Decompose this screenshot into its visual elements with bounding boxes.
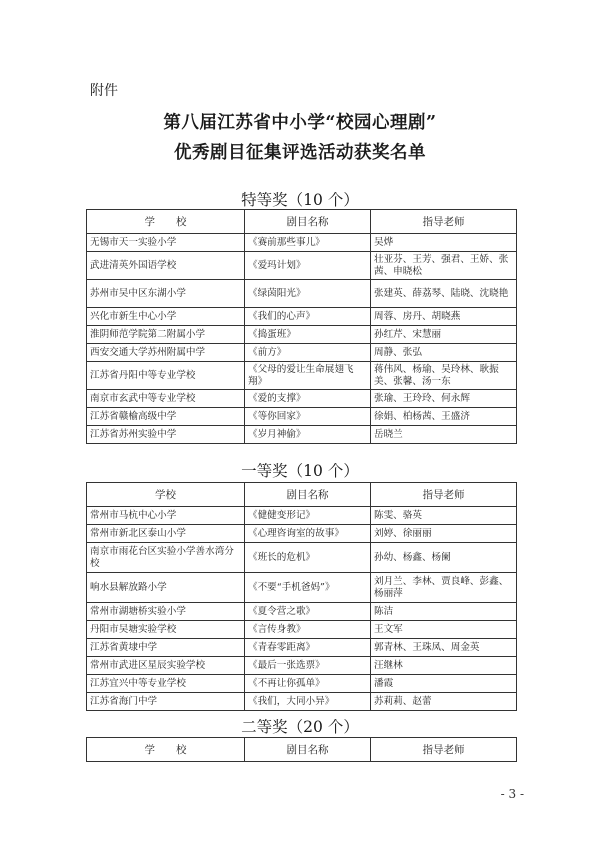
school-cell: 江苏省黄埭中学 [87,639,245,657]
table-header-row [87,738,517,762]
play-cell: 《岁月神偷》 [245,426,371,444]
special-award-heading: 特等奖（10 个） [241,191,359,209]
play-cell: 《前方》 [245,344,371,362]
school-cell: 常州市湖塘桥实验小学 [87,603,245,621]
play-cell: 《绿茵阳光》 [245,280,371,308]
teacher-cell: 郭青林、王珠凤、周金英 [371,639,517,657]
table-row [87,657,517,675]
play-cell: 《夏令营之歌》 [245,603,371,621]
teacher-cell: 潘霞 [371,675,517,693]
table-row [87,326,517,344]
play-cell: 《等你回家》 [245,408,371,426]
second-award-heading: 二等奖（20 个） [241,718,359,736]
play-cell: 《班长的危机》 [245,543,371,573]
header-teacher: 指导老师 [371,210,517,234]
teacher-cell: 王文军 [371,621,517,639]
play-cell: 《健健变形记》 [245,507,371,525]
table-row [87,621,517,639]
header-school: 学 校 [87,210,245,234]
teacher-cell: 岳晓兰 [371,426,517,444]
school-cell: 响水县解放路小学 [87,573,245,603]
header-play: 剧目名称 [245,483,371,507]
play-cell: 《青春零距离》 [245,639,371,657]
table-row [87,525,517,543]
teacher-cell: 周静、张弘 [371,344,517,362]
table-row [87,362,517,390]
school-cell: 江苏省丹阳中等专业学校 [87,362,245,390]
table-row [87,639,517,657]
header-school: 学 校 [87,738,245,762]
teacher-cell: 刘月兰、李林、贾良峰、彭鑫、杨丽萍 [371,573,517,603]
school-cell: 苏州市吴中区东湖小学 [87,280,245,308]
teacher-cell: 壮亚芬、王芳、强君、王娇、张茜、申晓松 [371,252,517,280]
table-row [87,603,517,621]
teacher-cell: 徐娟、柏杨茜、王盛济 [371,408,517,426]
school-cell: 西安交通大学苏州附属中学 [87,344,245,362]
first-award-rows [87,507,517,711]
teacher-cell: 刘婷、徐丽丽 [371,525,517,543]
play-cell: 《爱的支撑》 [245,390,371,408]
table-header-row [87,483,517,507]
header-teacher: 指导老师 [371,483,517,507]
school-cell: 南京市雨花台区实验小学善水湾分校 [87,543,245,573]
table-row [87,426,517,444]
school-cell: 南京市玄武中等专业学校 [87,390,245,408]
play-cell: 《爱玛计划》 [245,252,371,280]
document-title-line1: 第八届江苏省中小学“校园心理剧” [163,113,437,133]
table-row [87,408,517,426]
play-cell: 《赛前那些事儿》 [245,234,371,252]
play-cell: 《不再让你孤单》 [245,675,371,693]
header-play: 剧目名称 [245,738,371,762]
school-cell: 常州市武进区星辰实验学校 [87,657,245,675]
school-cell: 无锡市天一实验小学 [87,234,245,252]
play-cell: 《心理咨询室的故事》 [245,525,371,543]
school-cell: 常州市马杭中心小学 [87,507,245,525]
first-award-table [86,482,517,711]
table-header-row [87,210,517,234]
attachment-label: 附件 [90,83,118,99]
school-cell: 江苏省赣榆高级中学 [87,408,245,426]
teacher-cell: 孙幼、杨鑫、杨阑 [371,543,517,573]
teacher-cell: 陈雯、骆英 [371,507,517,525]
teacher-cell: 张瑜、王玲玲、何永辉 [371,390,517,408]
header-teacher: 指导老师 [371,738,517,762]
header-play: 剧目名称 [245,210,371,234]
teacher-cell: 汪继林 [371,657,517,675]
play-cell: 《我们，大同小异》 [245,693,371,711]
table-row [87,252,517,280]
table-row [87,308,517,326]
school-cell: 江苏省苏州实验中学 [87,426,245,444]
play-cell: 《捣蛋班》 [245,326,371,344]
table-row [87,693,517,711]
table-row [87,507,517,525]
document-title-line2: 优秀剧目征集评选活动获奖名单 [174,143,426,163]
table-row [87,390,517,408]
special-award-table [86,209,517,444]
table-row [87,543,517,573]
play-cell: 《父母的爱让生命展翅飞翔》 [245,362,371,390]
special-award-rows [87,234,517,444]
page-number: - 3 - [500,787,524,801]
teacher-cell: 陈洁 [371,603,517,621]
table-row [87,675,517,693]
table-row [87,573,517,603]
play-cell: 《我们的心声》 [245,308,371,326]
table-row [87,344,517,362]
first-award-heading: 一等奖（10 个） [241,462,359,480]
school-cell: 丹阳市吴塘实验学校 [87,621,245,639]
play-cell: 《言传身教》 [245,621,371,639]
second-award-table [86,737,517,762]
play-cell: 《不要“手机爸妈”》 [245,573,371,603]
school-cell: 武进清英外国语学校 [87,252,245,280]
teacher-cell: 孙红芹、宋慧丽 [371,326,517,344]
play-cell: 《最后一张选票》 [245,657,371,675]
teacher-cell: 蒋伟风、杨瑜、吴玲林、耿振美、张馨、汤一东 [371,362,517,390]
table-row [87,234,517,252]
table-row [87,280,517,308]
teacher-cell: 吴烨 [371,234,517,252]
teacher-cell: 苏莉莉、赵蕾 [371,693,517,711]
school-cell: 江苏省海门中学 [87,693,245,711]
school-cell: 兴化市新生中心小学 [87,308,245,326]
school-cell: 淮阴师范学院第二附属小学 [87,326,245,344]
header-school: 学校 [87,483,245,507]
teacher-cell: 周蓉、房丹、胡晓燕 [371,308,517,326]
school-cell: 江苏宜兴中等专业学校 [87,675,245,693]
school-cell: 常州市新北区泰山小学 [87,525,245,543]
teacher-cell: 张建英、薛荔琴、陆晓、沈晓艳 [371,280,517,308]
